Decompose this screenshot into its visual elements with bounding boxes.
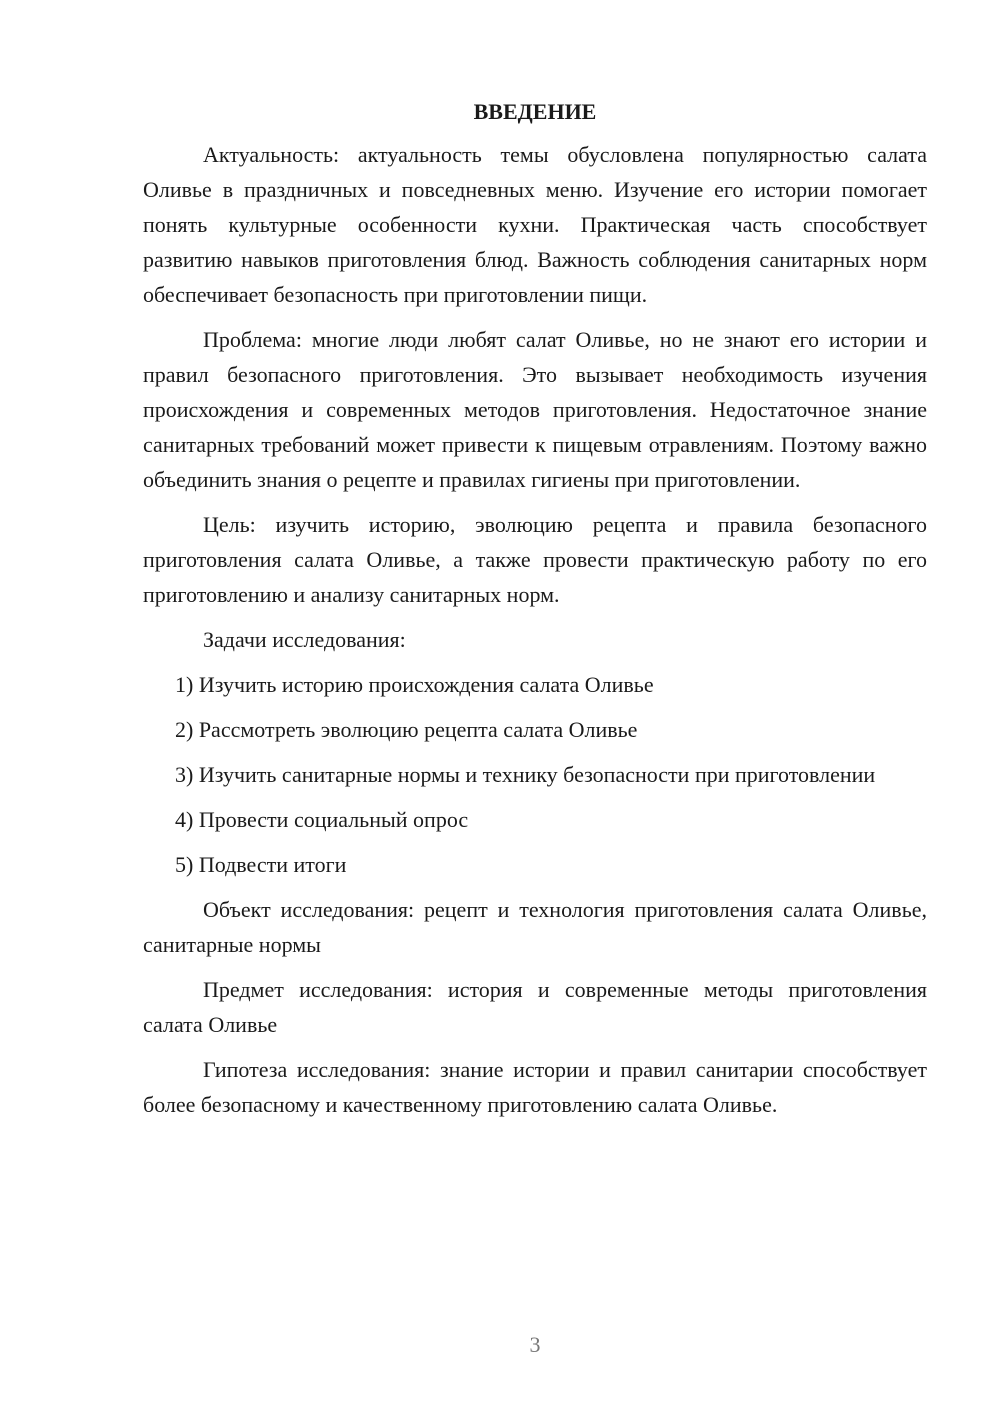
hypothesis-paragraph: Гипотеза исследования: знание истории и правил санитарии способствует более безопасному и качественному приготовлению салата Оливье. <box>143 1057 927 1117</box>
task-item: 1) Изучить историю происхождения салата Оливье <box>175 672 654 697</box>
task-item: 4) Провести социальный опрос <box>175 807 469 832</box>
goal-paragraph: Цель: изучить историю, эволюцию рецепта и правила безопасного приготовления салата Оливье, а также провести практическую работу по его приготовлению и анализу санитарных норм. <box>143 512 927 607</box>
tasks-heading: Задачи исследования: <box>203 627 406 652</box>
task-item: 2) Рассмотреть эволюцию рецепта салата Оливье <box>175 717 638 742</box>
object-paragraph: Объект исследования: рецепт и технология приготовления салата Оливье, санитарные нормы <box>143 897 927 957</box>
problem-paragraph: Проблема: многие люди любят салат Оливье, но не знают его истории и правил безопасного приготовления. Это вызывает необходимость изучения происхождения и современных методов приготовления. Недостаточное знание санитарных требований может привести к пищевым отравлениям. Поэтому важно объединить знания о рецепте и правилах гигиены при приготовлении. <box>143 327 927 492</box>
page-number: 3 <box>529 1332 541 1357</box>
subject-paragraph: Предмет исследования: история и современные методы приготовления салата Оливье <box>143 977 927 1037</box>
task-item: 5) Подвести итоги <box>175 852 347 877</box>
section-title: ВВЕДЕНИЕ <box>473 99 597 124</box>
page-content <box>143 94 927 1132</box>
relevance-paragraph: Актуальность: актуальность темы обусловлена популярностью салата Оливье в праздничных и повседневных меню. Изучение его истории помогает понять культурные особенности кухни. Практическая часть способствует развитию навыков приготовления блюд. Важность соблюдения санитарных норм обеспечивает безопасность при приготовлении пищи. <box>143 142 927 307</box>
task-item: 3) Изучить санитарные нормы и технику безопасности при приготовлении <box>175 762 876 787</box>
